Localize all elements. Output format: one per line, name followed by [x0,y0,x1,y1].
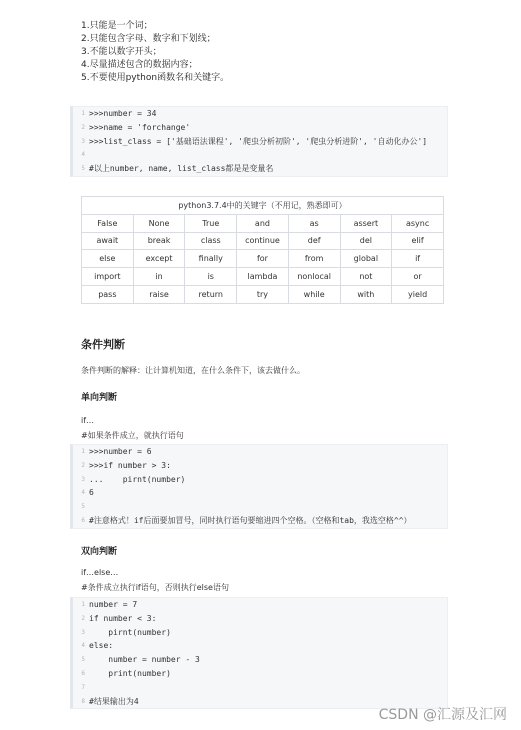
single-branch-syntax: if… [81,416,95,425]
double-branch-syntax: if…else… [81,568,119,577]
keyword-cell: del [340,232,392,250]
code-text: >>>number = 34 [89,109,157,118]
code-text: ... pirnt(number) [89,474,186,484]
keyword-cell: None [133,214,185,232]
keyword-cell: async [392,214,444,232]
keyword-cell: and [237,214,289,232]
keyword-cell: not [340,268,392,286]
keyword-cell: for [237,250,289,268]
line-number: 4 [81,489,85,497]
keyword-cell: continue [237,232,289,250]
double-branch-title: 双向判断 [81,547,118,557]
keyword-cell: in [133,268,185,286]
line-number: 7 [81,683,85,691]
single-branch-title: 单向判断 [81,393,118,403]
keyword-cell: return [185,285,237,303]
line-number: 1 [81,110,85,117]
keywords-table [81,196,444,304]
code-text: number = number - 3 [89,655,200,665]
line-number: 2 [81,123,85,131]
naming-rule: 1.只能是一个词； [81,21,153,31]
code-block-variables [70,106,448,177]
keyword-cell: with [340,285,392,303]
code-line [73,612,447,626]
table-row [82,268,444,286]
code-line [73,459,447,473]
code-text: pirnt(number) [89,627,171,637]
table-row [82,214,444,232]
naming-rule: 3.不能以数字开头； [81,47,162,57]
line-number: 4 [81,642,85,650]
code-line [73,107,447,121]
code-line [73,626,447,640]
keyword-cell: as [288,214,340,232]
code-line [73,135,447,149]
code-line [73,598,447,612]
keyword-cell: True [185,214,237,232]
code-line [73,500,447,514]
keyword-cell: elif [392,232,444,250]
keyword-cell: break [133,232,185,250]
line-number: 3 [81,628,85,636]
line-number: 8 [81,697,85,705]
keyword-cell: or [392,268,444,286]
code-line [73,667,447,681]
table-row [82,232,444,250]
keyword-cell: yield [392,285,444,303]
keyword-cell: pass [82,285,134,303]
code-line [73,639,447,653]
line-number: 5 [81,165,85,173]
code-line [73,121,447,135]
keyword-cell: except [133,250,185,268]
section-description: 条件判断的解释：让计算机知道，在什么条件下，该去做什么。 [81,366,305,375]
keyword-cell: def [288,232,340,250]
code-text: #注意格式！if后面要加冒号，同时执行语句要缩进四个空格。（空格和tab，我选空格^^） [89,515,412,525]
keyword-cell: from [288,250,340,268]
code-text: 6 [89,488,94,498]
line-number: 5 [81,656,85,664]
code-text: #结果输出为4 [89,696,139,706]
keyword-cell: assert [340,214,392,232]
code-line [73,445,447,459]
naming-rules-list [81,20,229,85]
naming-rule: 2.只能包含字母、数字和下划线； [81,34,216,44]
code-text: >>>list_class = ['基础语法课程', '爬虫分析初阶', '爬虫分析进阶', '自动化办公'] [89,136,428,146]
code-line [73,681,447,695]
line-number: 6 [81,669,85,677]
code-block-if-else [70,597,448,709]
naming-rule: 5.不要使用python函数名和关键字。 [81,73,230,83]
line-number: 5 [81,503,85,511]
code-line [73,148,447,162]
code-line [73,514,447,528]
code-line [73,486,447,500]
code-text: #以上number, name, list_class都是是变量名 [89,164,274,174]
line-number: 2 [81,461,85,469]
naming-rule: 4.尽量描述包含的数据内容； [81,60,198,70]
line-number: 4 [81,151,85,159]
section-title: 条件判断 [81,338,125,351]
table-row [82,250,444,268]
keyword-cell: try [237,285,289,303]
keyword-cell: await [82,232,134,250]
line-number: 3 [81,475,85,483]
line-number: 1 [81,601,85,608]
keyword-cell: class [185,232,237,250]
line-number: 2 [81,614,85,622]
keyword-cell: False [82,214,134,232]
keyword-cell: raise [133,285,185,303]
keyword-cell: import [82,268,134,286]
line-number: 3 [81,137,85,145]
code-text: if number < 3: [89,613,157,623]
keyword-cell: else [82,250,134,268]
code-line [73,162,447,176]
keywords-table-caption: python3.7.4中的关键字（不用记，熟悉即可） [82,197,444,215]
code-line [73,653,447,667]
code-text: number = 7 [89,600,138,609]
keyword-cell: is [185,268,237,286]
line-number: 1 [81,448,85,455]
code-text: >>>if number > 3: [89,460,171,470]
keyword-cell: lambda [237,268,289,286]
keyword-cell: finally [185,250,237,268]
code-text: print(number) [89,668,171,678]
single-branch-comment: #如果条件成立，就执行语句 [81,431,184,440]
code-text: >>>name = 'forchange' [89,122,191,132]
watermark: CSDN @汇源及汇网 [378,707,507,723]
table-row [82,285,444,303]
line-number: 6 [81,516,85,524]
keyword-cell: if [392,250,444,268]
keyword-cell: nonlocal [288,268,340,286]
code-block-if [70,444,448,529]
double-branch-comment: #条件成立执行if语句，否则执行else语句 [81,583,229,592]
code-text: else: [89,641,114,651]
keyword-cell: while [288,285,340,303]
keyword-cell: global [340,250,392,268]
code-text: >>>number = 6 [89,447,152,456]
code-line [73,473,447,487]
